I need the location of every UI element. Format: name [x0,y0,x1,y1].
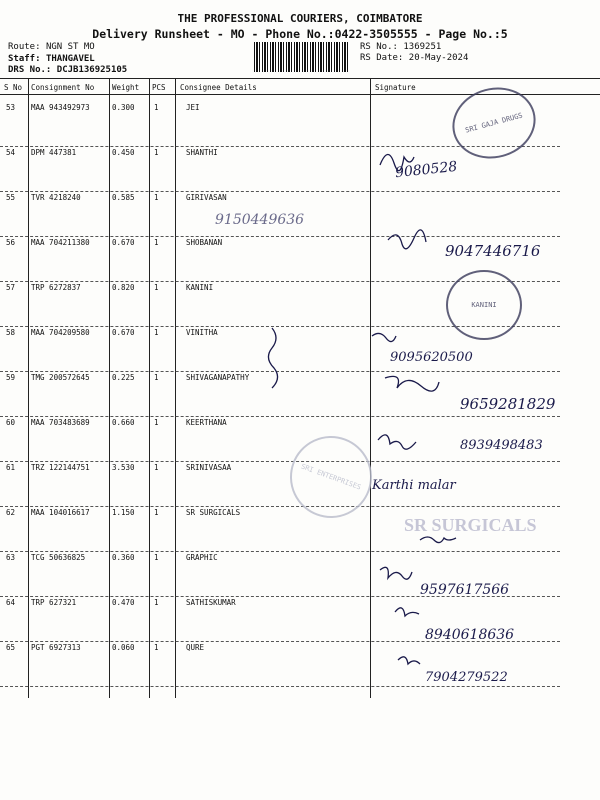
route-label: Route: [8,42,41,52]
consignment-cell: TRZ 122144751 [31,463,90,472]
table-row [0,193,600,238]
pcs-cell: 1 [154,328,159,337]
weight-cell: 0.060 [112,643,135,652]
table-row [0,508,600,553]
weight-cell: 0.660 [112,418,135,427]
row-separator [0,686,560,687]
row-separator [0,641,560,642]
col-header-signature: Signature [375,83,416,92]
consignee-cell: SHIVAGANAPATHY [186,373,250,382]
pcs-cell: 1 [154,463,159,472]
table-row [0,328,600,373]
consignment-cell: TVR 4218240 [31,193,81,202]
sno-cell: 62 [6,508,16,517]
table-row [0,463,600,508]
row-separator [0,191,560,192]
row-separator [0,506,560,507]
handwritten-phone: 9150449636 [215,212,305,228]
rs-no-label: RS No.: [360,42,398,52]
handwritten-phone: 8939498483 [460,438,543,453]
consignee-cell: GRAPHIC [186,553,218,562]
pcs-cell: 1 [154,643,159,652]
row-separator [0,551,560,552]
consignment-cell: MAA 943492973 [31,103,90,112]
pcs-cell: 1 [154,553,159,562]
col-header-consignee: Consignee Details [180,83,257,92]
weight-cell: 0.820 [112,283,135,292]
row-separator [0,326,560,327]
handwritten-name: Karthi malar [372,478,456,493]
sno-cell: 58 [6,328,16,337]
sno-cell: 53 [6,103,16,112]
sno-cell: 56 [6,238,16,247]
sno-cell: 65 [6,643,16,652]
sno-cell: 60 [6,418,16,427]
weight-cell: 0.670 [112,238,135,247]
sno-cell: 54 [6,148,16,157]
weight-cell: 0.225 [112,373,135,382]
consignment-cell: MAA 704209580 [31,328,90,337]
sno-cell: 57 [6,283,16,292]
table-row [0,598,600,643]
consignee-cell: VINITHA [186,328,218,337]
pcs-cell: 1 [154,238,159,247]
weight-cell: 0.450 [112,148,135,157]
table-row [0,283,600,328]
table-row [0,103,600,148]
handwritten-phone: 9080528 [394,158,459,182]
consignment-cell: TCG 50636825 [31,553,86,562]
col-header-consignment: Consignment No [31,83,95,92]
consignee-cell: SR SURGICALS [186,508,241,517]
table-row [0,238,600,283]
consignment-cell: TRP 627321 [31,598,77,607]
staff-label: Staff: [8,54,41,64]
sno-cell: 64 [6,598,16,607]
table-row [0,148,600,193]
weight-cell: 3.530 [112,463,135,472]
barcode [254,42,350,72]
handwritten-phone: 9597617566 [420,582,510,598]
sno-cell: 59 [6,373,16,382]
col-header-sno: S No [4,83,23,92]
consignee-cell: KANINI [186,283,214,292]
header-bottom-rule [0,94,600,95]
handwritten-phone: 9659281829 [460,395,556,413]
drs-line [8,65,127,75]
pcs-cell: 1 [154,283,159,292]
rs-date-line [360,53,468,63]
consignment-cell: TMG 200572645 [31,373,90,382]
route-line [8,42,95,52]
row-separator [0,371,560,372]
row-separator [0,416,560,417]
col-header-weight: Weight [112,83,140,92]
company-title: THE PROFESSIONAL COURIERS, COIMBATORE [177,12,423,25]
pcs-cell: 1 [154,103,159,112]
stamp-sr-surgicals: SR SURGICALS [404,515,537,535]
consignment-cell: MAA 104016617 [31,508,90,517]
runsheet-subtitle: Delivery Runsheet - MO - Phone No.:0422-3505555 - Page No.:5 [92,27,508,41]
consignee-cell: SATHISKUMAR [186,598,236,607]
table-row [0,373,600,418]
rs-no-line [360,42,441,52]
col-header-pcs: PCS [152,83,166,92]
stamp-sri-enterprises: SRI ENTERPRISES [278,424,383,529]
weight-cell: 0.670 [112,328,135,337]
pcs-cell: 1 [154,193,159,202]
handwritten-phone: 9047446716 [445,242,541,260]
weight-cell: 0.360 [112,553,135,562]
row-separator [0,596,560,597]
handwritten-phone: 7904279522 [425,670,508,685]
consignment-cell: DPM 447381 [31,148,77,157]
stamp-sri-gaja-drugs: SRI GAJA DRUGS [444,78,543,167]
consignment-cell: MAA 703483689 [31,418,90,427]
pcs-cell: 1 [154,373,159,382]
table-top-rule [0,78,600,79]
handwritten-phone: 9095620500 [390,350,473,365]
row-separator [0,146,560,147]
pcs-cell: 1 [154,148,159,157]
sno-cell: 55 [6,193,16,202]
route-value: NGN ST MO [45,42,95,52]
row-separator [0,461,560,462]
weight-cell: 0.585 [112,193,135,202]
consignment-cell: PGT 6927313 [31,643,81,652]
weight-cell: 1.150 [112,508,135,517]
rs-date-label: RS Date: [360,53,404,63]
consignee-cell: JEI [186,103,200,112]
consignee-cell: KEERTHANA [186,418,227,427]
weight-cell: 0.300 [112,103,135,112]
pcs-cell: 1 [154,598,159,607]
pcs-cell: 1 [154,508,159,517]
consignee-cell: SRINIVASAA [186,463,232,472]
consignee-cell: SHOBANAN [186,238,223,247]
staff-value: THANGAVEL [45,54,95,64]
table-row [0,418,600,463]
consignment-cell: MAA 704211380 [31,238,90,247]
rs-date-value: 20-May-2024 [408,53,469,63]
consignee-cell: QURE [186,643,205,652]
consignment-cell: TRP 6272837 [31,283,81,292]
consignee-cell: SHANTHI [186,148,218,157]
pcs-cell: 1 [154,418,159,427]
handwritten-phone: 8940618636 [425,627,515,643]
drs-label: DRS No.: [8,65,52,75]
stamp-kanini: KANINI [446,270,522,340]
table-row [0,553,600,598]
consignee-cell: GIRIVASAN [186,193,227,202]
table-row [0,643,600,688]
drs-value: DCJB136925105 [56,65,128,75]
sno-cell: 61 [6,463,16,472]
sno-cell: 63 [6,553,16,562]
rs-no-value: 1369251 [403,42,442,52]
row-separator [0,281,560,282]
weight-cell: 0.470 [112,598,135,607]
staff-line [8,54,95,64]
row-separator [0,236,560,237]
